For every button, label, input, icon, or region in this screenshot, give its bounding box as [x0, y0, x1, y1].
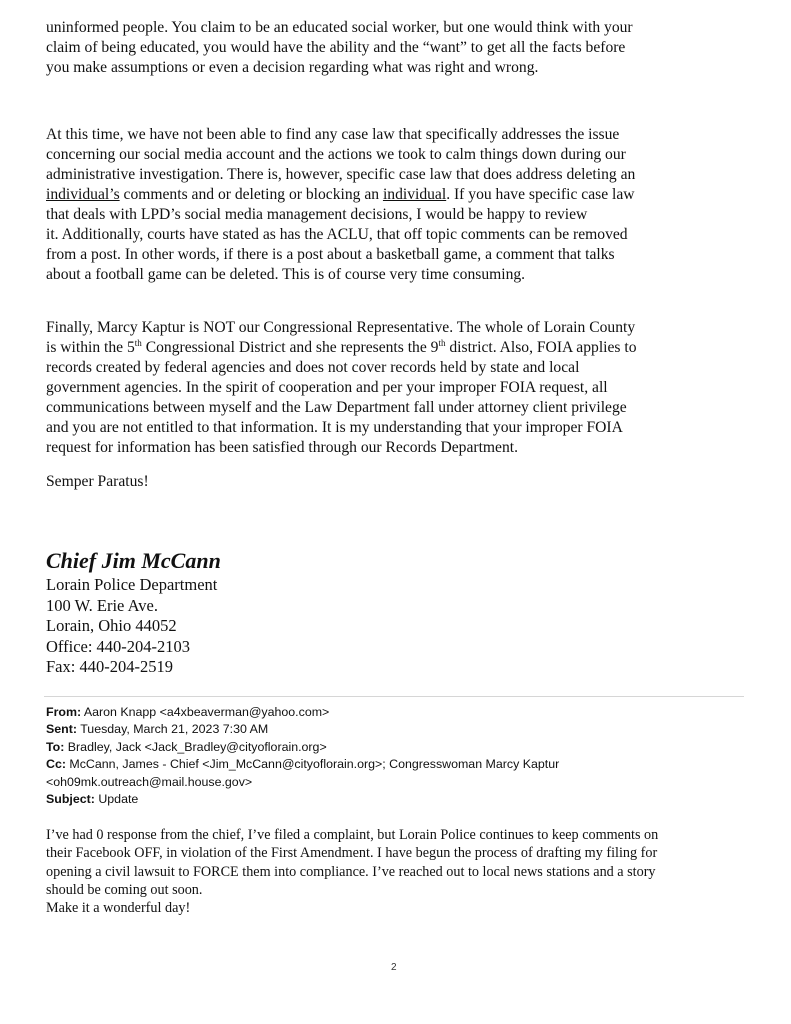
email-sent: [46, 721, 559, 738]
cc-label: Cc:: [46, 757, 66, 772]
signature-city: Lorain, Ohio 44052: [46, 616, 177, 635]
text-line: [46, 185, 746, 205]
closing-salutation: [46, 472, 746, 492]
subject-value: Update: [94, 792, 139, 807]
paragraph-case-law: [46, 125, 746, 285]
text-segment: district. Also, FOIA applies to: [445, 339, 637, 356]
signature-name: Chief Jim McCann: [46, 548, 221, 573]
text-segment: . If you have specific case law: [446, 186, 635, 203]
paragraph-educated-social-worker: [46, 18, 746, 78]
cc-value: McCann, James - Chief <Jim_McCann@cityoflorain.org>; Congresswoman Marcy Kaptur: [65, 757, 560, 772]
signature-office-phone: Office: 440-204-2103: [46, 636, 191, 656]
text-line: you make assumptions or even a decision regarding what was right and wrong.: [46, 59, 539, 76]
email-to: [46, 739, 559, 756]
text-line: and you are not entitled to that information. It is my understanding that your improper FOIA: [46, 419, 623, 436]
email-subject: [46, 791, 559, 808]
text-line: At this time, we have not been able to find any case law that specifically addresses the issue: [46, 126, 620, 143]
text-line: uninformed people. You claim to be an educated social worker, but one would think with your: [46, 19, 633, 36]
from-label: From:: [46, 705, 82, 719]
subject-label: Subject:: [46, 792, 95, 807]
text-line: request for information has been satisfied through our Records Department.: [46, 439, 519, 456]
closing-text: Semper Paratus!: [46, 473, 149, 490]
email-cc: [46, 756, 559, 773]
email-body-line: their Facebook OFF, in violation of the First Amendment. I have begun the process of drafting my filing for: [46, 845, 658, 862]
text-line: records created by federal agencies and does not cover records held by state and local: [46, 359, 580, 376]
text-line: that deals with LPD’s social media management decisions, I would be happy to review: [46, 206, 588, 223]
text-line: Finally, Marcy Kaptur is NOT our Congressional Representative. The whole of Lorain County: [46, 319, 636, 336]
to-value: Bradley, Jack <Jack_Bradley@cityoflorain.org>: [64, 739, 327, 754]
email-divider: [44, 696, 744, 697]
text-line: [46, 338, 746, 358]
text-line: communications between myself and the Law Department fall under attorney client privilege: [46, 399, 627, 416]
forwarded-email-header: [46, 704, 559, 808]
from-value: Aaron Knapp <a4xbeaverman@yahoo.com>: [81, 705, 330, 719]
signature-street: 100 W. Erie Ave.: [46, 595, 158, 615]
email-from: [46, 704, 559, 721]
text-line: government agencies. In the spirit of cooperation and per your improper FOIA request, all: [46, 379, 608, 396]
paragraph-congressional-foia: [46, 318, 746, 458]
email-body-line: opening a civil lawsuit to FORCE them into compliance. I’ve reached out to local news stations and a story: [46, 863, 656, 880]
signature-block: [46, 575, 217, 678]
text-segment: comments and or deleting or blocking an: [119, 186, 383, 203]
signature-department: Lorain Police Department: [46, 575, 218, 594]
superscript: th: [438, 337, 446, 348]
text-line: about a football game can be deleted. This is of course very time consuming.: [46, 266, 526, 283]
signature-fax: Fax: 440-204-2519: [46, 657, 173, 676]
text-line: it. Additionally, courts have stated as has the ACLU, that off topic comments can be removed: [46, 226, 628, 243]
email-body-line: I’ve had 0 response from the chief, I’ve filed a complaint, but Lorain Police continues to keep comments on: [46, 827, 659, 843]
email-body-line: Make it a wonderful day!: [46, 900, 191, 917]
text-segment: is within the 5: [46, 339, 135, 356]
underlined-text: individual’s: [46, 186, 120, 203]
to-label: To:: [46, 739, 65, 754]
text-line: administrative investigation. There is, however, specific case law that does address deleting an: [46, 166, 636, 183]
text-line: concerning our social media account and the actions we took to calm things down during our: [46, 146, 626, 163]
text-segment: Congressional District and she represents the 9: [141, 339, 439, 356]
page-number: 2: [391, 962, 397, 973]
email-body-line: should be coming out soon.: [46, 881, 203, 898]
email-cc-continued: <oh09mk.outreach@mail.house.gov>: [46, 774, 253, 789]
sent-value: Tuesday, March 21, 2023 7:30 AM: [76, 722, 269, 737]
sent-label: Sent:: [46, 722, 77, 737]
superscript: th: [134, 337, 142, 348]
forwarded-email-body: [46, 826, 658, 917]
text-line: claim of being educated, you would have the ability and the “want” to get all the facts before: [46, 39, 626, 56]
text-line: from a post. In other words, if there is a post about a basketball game, a comment that talks: [46, 246, 615, 263]
underlined-text: individual: [382, 186, 447, 203]
